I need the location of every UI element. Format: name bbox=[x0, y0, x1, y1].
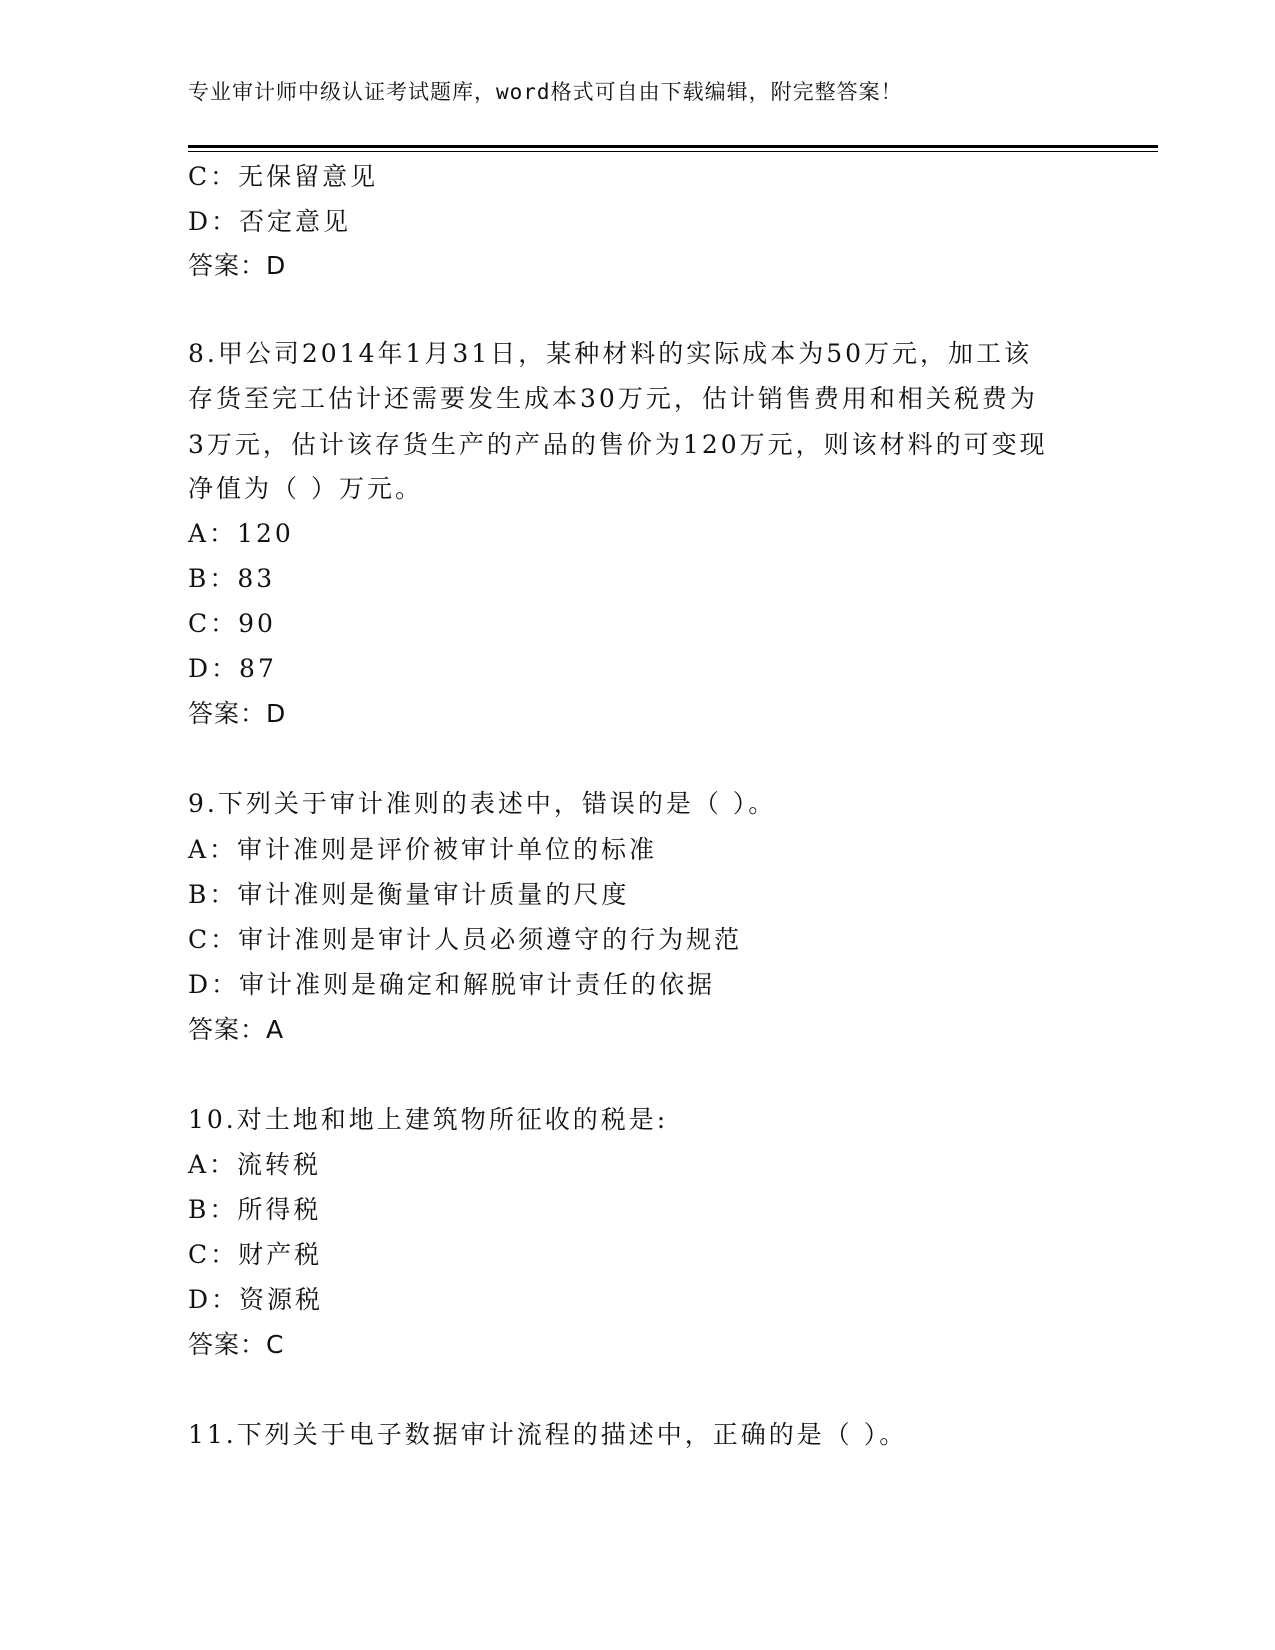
option-line: D：资源税 bbox=[188, 1285, 324, 1314]
option-line: B：所得税 bbox=[188, 1195, 322, 1224]
header-rule-thick bbox=[188, 145, 1158, 148]
option-line: D：审计准则是确定和解脱审计责任的依据 bbox=[188, 970, 716, 999]
option-line: C：无保留意见 bbox=[188, 162, 379, 191]
question-line: 11.下列关于电子数据审计流程的描述中，正确的是（ ）。 bbox=[188, 1420, 908, 1449]
option-line: B：83 bbox=[188, 564, 276, 593]
option-line: D：否定意见 bbox=[188, 207, 352, 236]
question-line: 存货至完工估计还需要发生成本30万元，估计销售费用和相关税费为 bbox=[188, 384, 1038, 413]
option-line: A：审计准则是评价被审计单位的标准 bbox=[188, 835, 658, 864]
question-line: 10.对土地和地上建筑物所征收的税是: bbox=[188, 1105, 669, 1134]
answer-line: 答案：C bbox=[188, 1330, 285, 1359]
question-line: 3万元，估计该存货生产的产品的售价为120万元，则该材料的可变现 bbox=[188, 430, 1048, 459]
page-header: 专业审计师中级认证考试题库，word格式可自由下载编辑，附完整答案！ bbox=[188, 80, 903, 104]
option-line: C：财产税 bbox=[188, 1240, 323, 1269]
option-line: C：90 bbox=[188, 609, 276, 638]
option-line: B：审计准则是衡量审计质量的尺度 bbox=[188, 880, 630, 909]
option-line: D：87 bbox=[188, 654, 277, 683]
option-line: A：流转税 bbox=[188, 1150, 322, 1179]
question-line: 净值为（ ）万元。 bbox=[188, 474, 423, 503]
answer-line: 答案：A bbox=[188, 1015, 285, 1044]
question-line: 9.下列关于审计准则的表述中，错误的是（ ）。 bbox=[188, 789, 777, 818]
answer-line: 答案：D bbox=[188, 251, 287, 280]
header-rule-thin bbox=[188, 151, 1158, 152]
question-line: 8.甲公司2014年1月31日，某种材料的实际成本为50万元，加工该 bbox=[188, 339, 1033, 368]
answer-line: 答案：D bbox=[188, 699, 287, 728]
option-line: A：120 bbox=[188, 519, 294, 548]
option-line: C：审计准则是审计人员必须遵守的行为规范 bbox=[188, 925, 743, 954]
